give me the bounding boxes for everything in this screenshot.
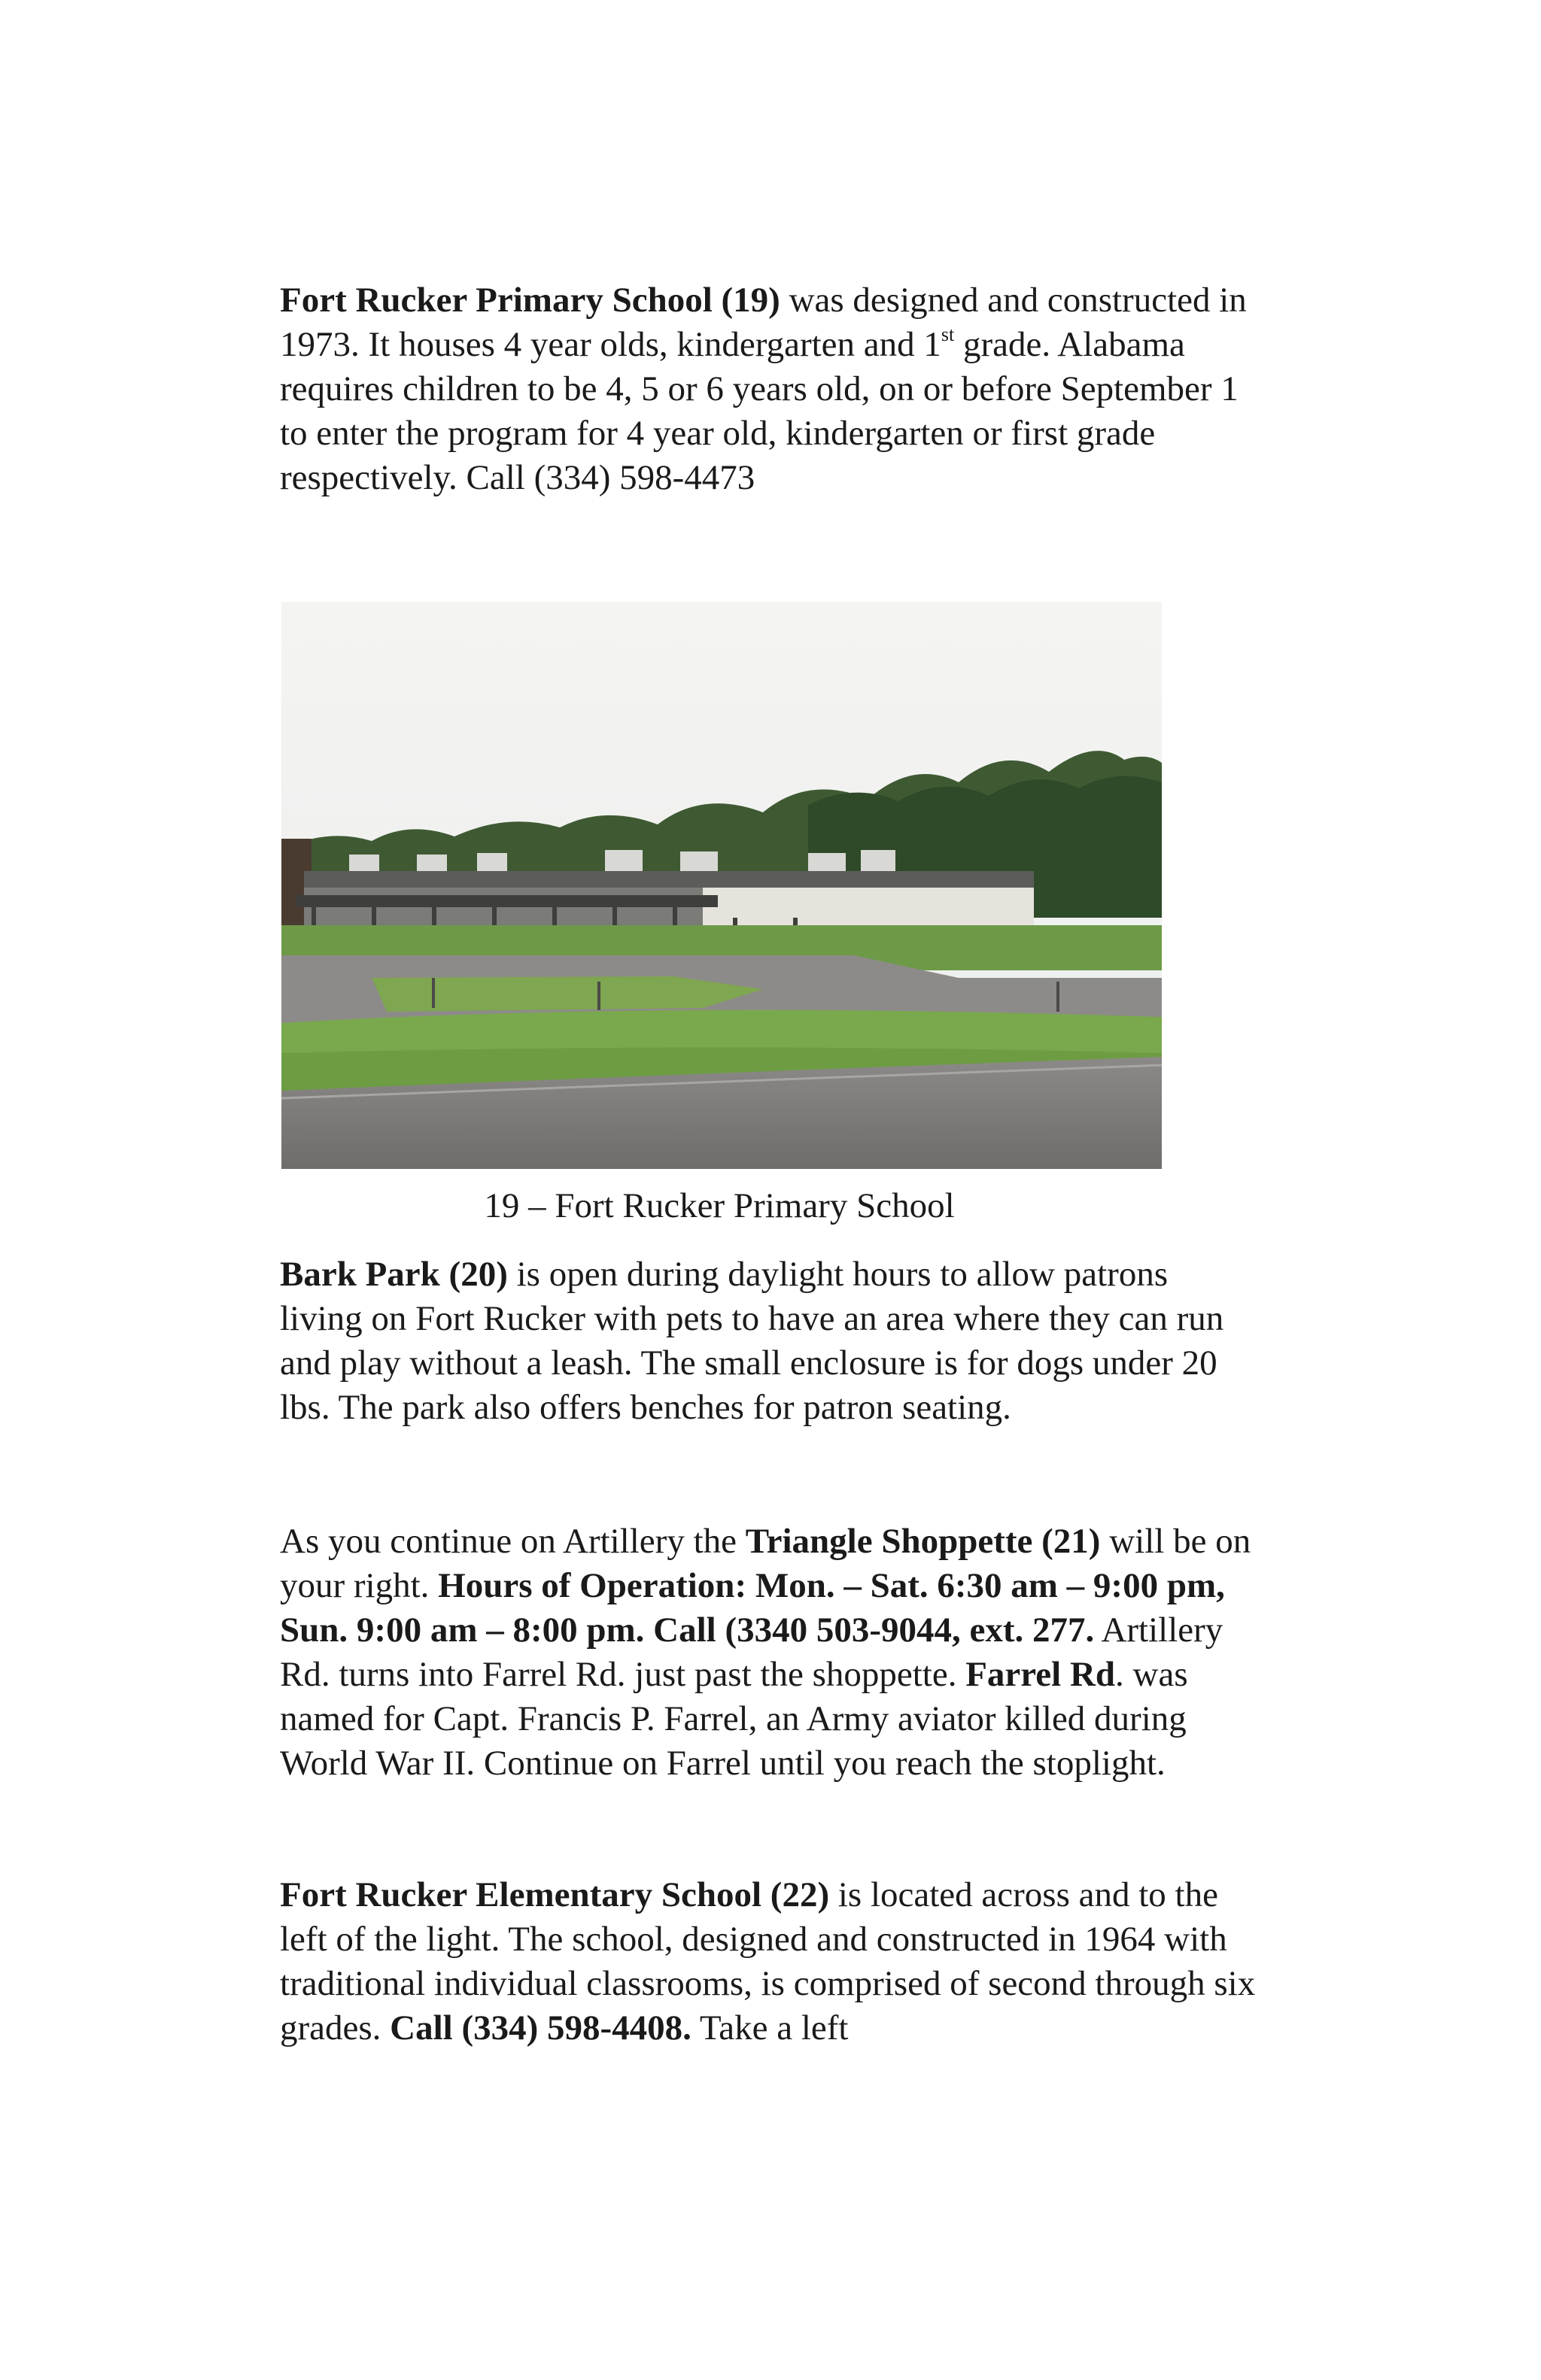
shoppette-hours: Hours of Operation: Mon. – Sat. 6:30 am – 9:00 pm, Sun. 9:00 am – 8:00 pm. Call (3340 503-9044, ext. 277. (280, 1566, 1225, 1650)
elementary-school-heading: Fort Rucker Elementary School (22) (280, 1875, 830, 1914)
elementary-school-text: is located across and to the left of the light. The school, designed and constructed in 1964 with traditional individual classrooms, is comprised of second through six grades. (280, 1875, 1256, 2048)
primary-school-heading: Fort Rucker Primary School (19) (280, 281, 780, 320)
farrel-rd-text: . was named for Capt. Francis P. Farrel, an Army aviator killed during World War II. Continue on Farrel until you reach the stoplight. (280, 1655, 1188, 1783)
elementary-school-text-cont: Take a left (691, 2008, 849, 2048)
shoppette-paragraph (280, 1519, 1258, 1786)
primary-school-text: was designed and constructed in 1973. It houses 4 year olds, kindergarten and 1 (280, 281, 1247, 364)
bark-park-text: is open during daylight hours to allow patrons living on Fort Rucker with pets to have an area where they can run and play without a leash. The small enclosure is for dogs under 20 lbs. The park also offers benches for patron seating. (280, 1255, 1224, 1427)
ordinal-suffix: st (941, 323, 955, 345)
elementary-school-paragraph (280, 1873, 1258, 2051)
primary-school-paragraph (280, 278, 1258, 500)
primary-school-text-cont: grade. Alabama requires children to be 4, 5 or 6 years old, on or before September 1 to enter the program for 4 year old, kindergarten or first grade respectively. Call (334) 598-4473 (280, 325, 1239, 497)
bark-park-heading: Bark Park (20) (280, 1255, 508, 1294)
elementary-school-phone: Call (334) 598-4408. (390, 2008, 691, 2048)
bark-park-paragraph (280, 1252, 1258, 1430)
shoppette-text-cont: Artillery Rd. turns into Farrel Rd. just past the shoppette. (280, 1610, 1223, 1694)
primary-school-photo (281, 602, 1162, 1169)
shoppette-text: will be on your right. (280, 1522, 1251, 1605)
farrel-rd-heading: Farrel Rd (965, 1655, 1116, 1694)
shoppette-heading: Triangle Shoppette (21) (745, 1522, 1101, 1561)
shoppette-intro: As you continue on Artillery the (280, 1522, 746, 1561)
photo-caption: 19 – Fort Rucker Primary School (484, 1186, 955, 1225)
